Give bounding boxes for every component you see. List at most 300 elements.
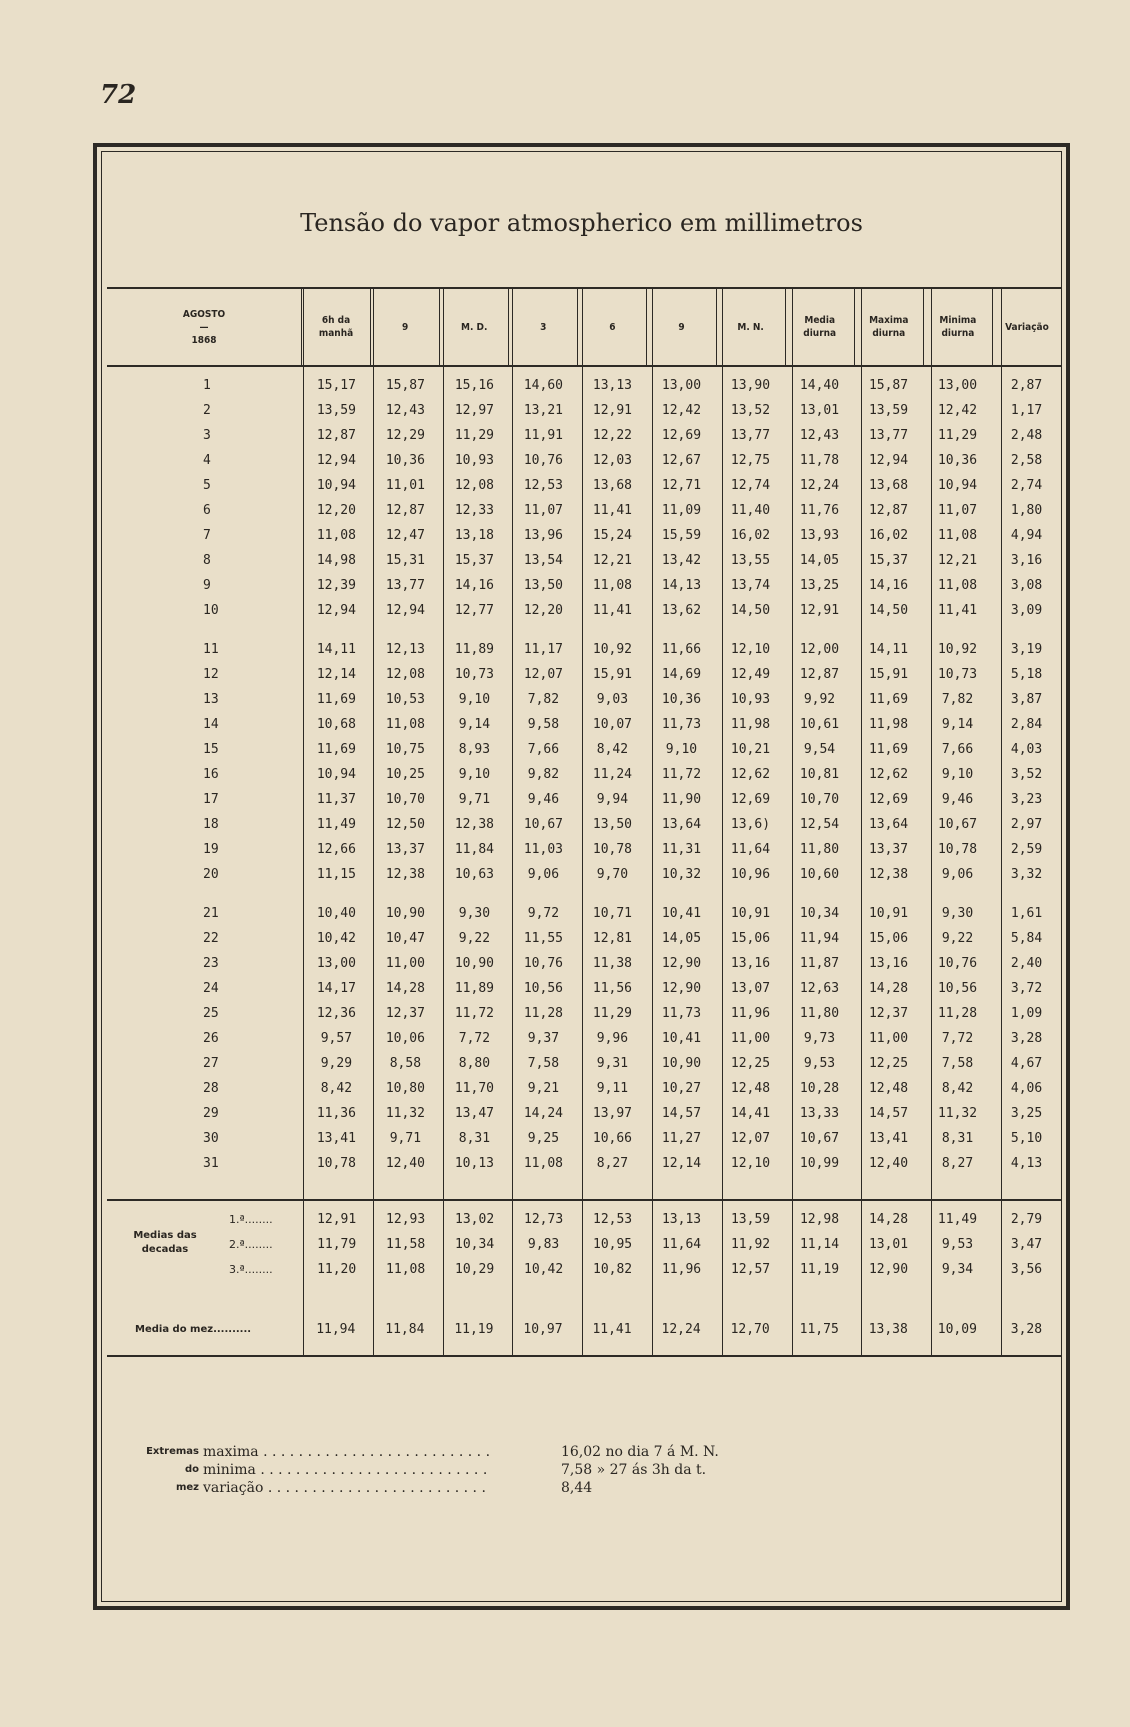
value-cell: 10,60 (799, 867, 840, 882)
value-cell: 11,29 (592, 1006, 633, 1021)
value-cell: 10,36 (385, 453, 425, 468)
day-cell: 28 (203, 1081, 219, 1096)
day-cell: 3 (203, 428, 211, 443)
value-cell: 13,68 (868, 478, 909, 493)
value-cell: 13,68 (592, 478, 633, 493)
value-cell: 12,62 (868, 767, 909, 782)
value-cell: 11,27 (661, 1131, 702, 1146)
value-cell: 10,92 (937, 642, 978, 657)
value-cell: 12,20 (523, 603, 563, 618)
value-cell: 10,56 (523, 981, 563, 996)
value-cell: 11,96 (730, 1006, 771, 1021)
value-cell: 11,03 (523, 842, 563, 857)
value-cell: 10,41 (661, 1031, 702, 1046)
value-cell: 2,79 (1010, 1212, 1043, 1227)
value-cell: 13,93 (799, 528, 840, 543)
value-cell: 13,00 (316, 956, 356, 971)
value-cell: 9,53 (941, 1237, 974, 1252)
value-cell: 2,87 (1010, 378, 1043, 393)
decada-row (107, 1232, 1061, 1257)
value-cell: 2,74 (1010, 478, 1043, 493)
value-cell: 11,75 (799, 1322, 839, 1337)
column-rule (792, 287, 793, 1355)
value-cell: 12,37 (868, 1006, 909, 1021)
value-cell: 10,13 (454, 1156, 494, 1171)
value-cell: 3,28 (1010, 1031, 1043, 1046)
day-cell: 16 (203, 767, 219, 782)
value-cell: 10,76 (523, 956, 563, 971)
header-col: Variação (992, 289, 1061, 365)
value-cell: 10,06 (385, 1031, 425, 1046)
value-cell: 9,21 (527, 1081, 560, 1096)
value-cell: 10,73 (454, 667, 494, 682)
value-cell: 13,25 (799, 578, 840, 593)
value-cell: 13,59 (730, 1212, 771, 1227)
value-cell: 12,94 (316, 603, 356, 618)
extremas-label: do (184, 1464, 199, 1475)
column-rule (443, 287, 444, 1355)
value-cell: 12,74 (730, 478, 771, 493)
value-cell: 11,80 (799, 1006, 840, 1021)
value-cell: 15,06 (730, 931, 771, 946)
value-cell: 11,29 (454, 428, 494, 443)
value-cell: 8,58 (389, 1056, 422, 1071)
extremas-row (125, 1479, 861, 1497)
column-rule (722, 287, 723, 1355)
value-cell: 12,42 (661, 403, 702, 418)
value-cell: 13,64 (868, 817, 909, 832)
day-cell: 19 (203, 842, 219, 857)
value-cell: 11,55 (523, 931, 563, 946)
value-cell: 10,91 (730, 906, 771, 921)
value-cell: 11,14 (799, 1237, 840, 1252)
value-cell: 11,89 (454, 642, 494, 657)
value-cell: 10,25 (385, 767, 425, 782)
value-cell: 15,91 (592, 667, 633, 682)
value-cell: 1,17 (1010, 403, 1043, 418)
value-cell: 1,80 (1010, 503, 1043, 518)
value-cell: 12,40 (868, 1156, 909, 1171)
value-cell: 12,40 (385, 1156, 425, 1171)
day-cell: 13 (203, 692, 219, 707)
value-cell: 10,91 (868, 906, 909, 921)
value-cell: 13,97 (592, 1106, 633, 1121)
table-row (107, 712, 1061, 737)
table-row (107, 787, 1061, 812)
value-cell: 12,03 (592, 453, 633, 468)
value-cell: 14,24 (523, 1106, 563, 1121)
value-cell: 13,33 (799, 1106, 840, 1121)
value-cell: 2,97 (1010, 817, 1043, 832)
value-cell: 15,87 (385, 378, 425, 393)
day-cell: 1 (203, 378, 211, 393)
value-cell: 8,42 (941, 1081, 974, 1096)
value-cell: 10,67 (799, 1131, 840, 1146)
value-cell: 11,49 (316, 817, 356, 832)
value-cell: 11,87 (799, 956, 840, 971)
value-cell: 12,21 (592, 553, 633, 568)
day-cell: 4 (203, 453, 211, 468)
value-cell: 15,37 (868, 553, 909, 568)
value-cell: 10,40 (316, 906, 356, 921)
value-cell: 10,66 (592, 1131, 633, 1146)
table-row (107, 926, 1061, 951)
media-mez (107, 1317, 1061, 1342)
value-cell: 9,54 (803, 742, 836, 757)
value-cell: 9,34 (941, 1262, 974, 1277)
header-month: AGOSTO — 1868 (182, 308, 226, 346)
value-cell: 12,66 (316, 842, 356, 857)
value-cell: 9,72 (527, 906, 560, 921)
media-mez-row (107, 1317, 1061, 1342)
page-title: Tensão do vapor atmospherico em millimetros (300, 209, 863, 237)
value-cell: 15,16 (454, 378, 494, 393)
value-cell: 12,14 (316, 667, 356, 682)
value-cell: 11,00 (385, 956, 425, 971)
value-cell: 9,82 (527, 767, 560, 782)
value-cell: 12,36 (316, 1006, 356, 1021)
summary-divider (107, 1199, 1061, 1201)
value-cell: 14,60 (523, 378, 563, 393)
value-cell: 12,43 (799, 428, 840, 443)
value-cell: 11,08 (386, 1262, 426, 1277)
value-cell: 4,03 (1010, 742, 1043, 757)
table-row (107, 737, 1061, 762)
value-cell: 12,77 (454, 603, 494, 618)
value-cell: 11,58 (386, 1237, 426, 1252)
value-cell: 11,08 (937, 578, 978, 593)
value-cell: 12,00 (799, 642, 840, 657)
value-cell: 13,42 (661, 553, 702, 568)
value-cell: 1,61 (1010, 906, 1043, 921)
header-col: 6 (577, 289, 646, 365)
value-cell: 12,14 (661, 1156, 702, 1171)
day-cell: 9 (203, 578, 211, 593)
value-cell: 11,84 (385, 1322, 425, 1337)
value-cell: 12,07 (523, 667, 563, 682)
extremas-value: 8,44 (561, 1480, 593, 1496)
value-cell: 11,73 (661, 1006, 702, 1021)
value-cell: 13,01 (868, 1237, 909, 1252)
value-cell: 2,84 (1010, 717, 1043, 732)
column-rule (931, 287, 932, 1355)
value-cell: 12,33 (454, 503, 494, 518)
value-cell: 11,69 (868, 692, 909, 707)
table-row (107, 373, 1061, 398)
value-cell: 13,00 (937, 378, 978, 393)
value-cell: 10,21 (730, 742, 771, 757)
value-cell: 11,41 (592, 1322, 632, 1337)
value-cell: 11,69 (316, 742, 356, 757)
value-cell: 10,93 (730, 692, 771, 707)
day-cell: 7 (203, 528, 211, 543)
header-col: 6h da manhã (301, 289, 370, 365)
value-cell: 14,98 (316, 553, 356, 568)
value-cell: 2,48 (1010, 428, 1043, 443)
table-row (107, 398, 1061, 423)
value-cell: 15,17 (316, 378, 356, 393)
value-cell: 10,34 (455, 1237, 495, 1252)
day-cell: 17 (203, 792, 219, 807)
value-cell: 14,40 (799, 378, 840, 393)
value-cell: 11,40 (730, 503, 771, 518)
value-cell: 9,14 (458, 717, 491, 732)
value-cell: 11,84 (454, 842, 494, 857)
value-cell: 11,31 (661, 842, 702, 857)
value-cell: 13,16 (730, 956, 771, 971)
table-row (107, 573, 1061, 598)
value-cell: 9,57 (320, 1031, 353, 1046)
value-cell: 11,17 (523, 642, 563, 657)
table-frame (93, 143, 1070, 1610)
value-cell: 15,24 (592, 528, 633, 543)
value-cell: 8,42 (320, 1081, 353, 1096)
value-cell: 12,38 (868, 867, 909, 882)
table-row (107, 1126, 1061, 1151)
column-rule (861, 287, 862, 1355)
value-cell: 13,01 (799, 403, 840, 418)
value-cell: 13,13 (661, 1212, 702, 1227)
value-cell: 5,10 (1010, 1131, 1043, 1146)
table-row (107, 837, 1061, 862)
day-cell: 26 (203, 1031, 219, 1046)
decada-row (107, 1257, 1061, 1282)
value-cell: 13,77 (385, 578, 425, 593)
value-cell: 10,96 (730, 867, 771, 882)
table-row (107, 1026, 1061, 1051)
value-cell: 13,62 (661, 603, 702, 618)
value-cell: 9,53 (803, 1056, 836, 1071)
value-cell: 12,67 (661, 453, 702, 468)
value-cell: 16,02 (730, 528, 771, 543)
table-row (107, 951, 1061, 976)
value-cell: 11,24 (592, 767, 633, 782)
value-cell: 3,08 (1010, 578, 1043, 593)
header-col: Maxima diurna (854, 289, 923, 365)
value-cell: 9,22 (941, 931, 974, 946)
value-cell: 13,41 (868, 1131, 909, 1146)
decada-label: 2.ª........ (229, 1238, 273, 1251)
value-cell: 13,90 (730, 378, 771, 393)
value-cell: 10,29 (455, 1262, 495, 1277)
value-cell: 10,32 (661, 867, 702, 882)
value-cell: 12,54 (799, 817, 840, 832)
value-cell: 7,66 (941, 742, 974, 757)
value-cell: 10,78 (937, 842, 978, 857)
value-cell: 9,22 (458, 931, 491, 946)
value-cell: 2,59 (1010, 842, 1043, 857)
value-cell: 10,53 (385, 692, 425, 707)
table-row (107, 1051, 1061, 1076)
media-mez-label: Media do mez.......... (135, 1324, 252, 1335)
value-cell: 12,39 (316, 578, 356, 593)
value-cell: 12,87 (868, 503, 909, 518)
value-cell: 10,97 (523, 1322, 563, 1337)
value-cell: 13,13 (592, 378, 633, 393)
value-cell: 2,40 (1010, 956, 1043, 971)
value-cell: 11,08 (592, 578, 633, 593)
value-cell: 13,74 (730, 578, 771, 593)
value-cell: 12,98 (799, 1212, 840, 1227)
column-rule (1001, 287, 1002, 1355)
extremas-value: 7,58 » 27 ás 3h da t. (561, 1462, 707, 1478)
day-cell: 10 (203, 603, 219, 618)
value-cell: 13,64 (661, 817, 702, 832)
value-cell: 15,37 (454, 553, 494, 568)
value-cell: 3,87 (1010, 692, 1043, 707)
value-cell: 12,38 (454, 817, 494, 832)
value-cell: 11,69 (316, 692, 356, 707)
value-cell: 13,38 (868, 1322, 908, 1337)
value-cell: 12,81 (592, 931, 633, 946)
value-cell: 11,08 (937, 528, 978, 543)
value-cell: 10,78 (316, 1156, 356, 1171)
value-cell: 12,70 (730, 1322, 770, 1337)
value-cell: 12,91 (317, 1212, 357, 1227)
value-cell: 9,30 (458, 906, 491, 921)
value-cell: 16,02 (868, 528, 909, 543)
value-cell: 14,16 (868, 578, 909, 593)
value-cell: 13,00 (661, 378, 702, 393)
value-cell: 13,96 (523, 528, 563, 543)
value-cell: 13,07 (730, 981, 771, 996)
value-cell: 10,67 (937, 817, 978, 832)
value-cell: 11,96 (661, 1262, 702, 1277)
value-cell: 10,34 (799, 906, 840, 921)
value-cell: 11,91 (523, 428, 563, 443)
day-cell: 2 (203, 403, 211, 418)
table-row (107, 598, 1061, 623)
decada-label: 3.ª........ (229, 1263, 273, 1276)
value-cell: 12,87 (385, 503, 425, 518)
value-cell: 11,08 (316, 528, 356, 543)
value-cell: 12,90 (661, 981, 702, 996)
value-cell: 7,58 (527, 1056, 560, 1071)
value-cell: 13,47 (454, 1106, 494, 1121)
value-cell: 9,06 (941, 867, 974, 882)
value-cell: 9,10 (458, 692, 491, 707)
value-cell: 12,87 (799, 667, 840, 682)
value-cell: 12,69 (868, 792, 909, 807)
value-cell: 7,72 (458, 1031, 491, 1046)
value-cell: 12,53 (523, 478, 563, 493)
value-cell: 9,11 (596, 1081, 629, 1096)
value-cell: 11,66 (661, 642, 702, 657)
value-cell: 14,28 (868, 981, 909, 996)
value-cell: 12,94 (868, 453, 909, 468)
value-cell: 5,84 (1010, 931, 1043, 946)
value-cell: 9,30 (941, 906, 974, 921)
day-cell: 23 (203, 956, 219, 971)
day-cell: 30 (203, 1131, 219, 1146)
value-cell: 3,47 (1010, 1237, 1043, 1252)
value-cell: 10,28 (799, 1081, 840, 1096)
value-cell: 8,31 (458, 1131, 491, 1146)
value-cell: 5,18 (1010, 667, 1043, 682)
value-cell: 10,94 (937, 478, 978, 493)
value-cell: 9,10 (665, 742, 698, 757)
value-cell: 11,78 (799, 453, 840, 468)
day-cell: 21 (203, 906, 219, 921)
value-cell: 12,63 (799, 981, 840, 996)
value-cell: 10,78 (592, 842, 633, 857)
value-cell: 11,32 (937, 1106, 978, 1121)
value-cell: 11,07 (937, 503, 978, 518)
value-cell: 11,70 (454, 1081, 494, 1096)
value-cell: 10,81 (799, 767, 840, 782)
extremas-value: 16,02 no dia 7 á M. N. (561, 1444, 719, 1460)
extremas-row (125, 1461, 861, 1479)
value-cell: 11,80 (799, 842, 840, 857)
day-cell: 18 (203, 817, 219, 832)
value-cell: 14,05 (661, 931, 702, 946)
value-cell: 4,06 (1010, 1081, 1043, 1096)
table-row (107, 548, 1061, 573)
value-cell: 7,82 (941, 692, 974, 707)
table-row (107, 662, 1061, 687)
extremas-name: variação . . . . . . . . . . . . . . . . . . . . . . . . . (203, 1480, 486, 1496)
value-cell: 13,77 (868, 428, 909, 443)
value-cell: 12,91 (592, 403, 633, 418)
value-cell: 12,90 (661, 956, 702, 971)
value-cell: 3,56 (1010, 1262, 1043, 1277)
value-cell: 11,09 (661, 503, 702, 518)
value-cell: 12,20 (316, 503, 356, 518)
day-cell: 20 (203, 867, 219, 882)
value-cell: 15,59 (661, 528, 702, 543)
day-cell: 22 (203, 931, 219, 946)
value-cell: 10,93 (454, 453, 494, 468)
value-cell: 10,70 (385, 792, 425, 807)
value-cell: 11,00 (868, 1031, 909, 1046)
value-cell: 3,19 (1010, 642, 1043, 657)
value-cell: 12,75 (730, 453, 771, 468)
value-cell: 2,58 (1010, 453, 1043, 468)
day-cell: 24 (203, 981, 219, 996)
value-cell: 10,90 (454, 956, 494, 971)
value-cell: 11,28 (937, 1006, 978, 1021)
day-cell: 25 (203, 1006, 219, 1021)
value-cell: 12,37 (385, 1006, 425, 1021)
value-cell: 7,72 (941, 1031, 974, 1046)
table-row (107, 1151, 1061, 1176)
value-cell: 11,98 (730, 717, 771, 732)
value-cell: 9,71 (389, 1131, 422, 1146)
value-cell: 11,79 (317, 1237, 357, 1252)
value-cell: 11,37 (316, 792, 356, 807)
header-col: 9 (646, 289, 715, 365)
header-col: 9 (370, 289, 439, 365)
value-cell: 10,94 (316, 478, 356, 493)
value-cell: 15,31 (385, 553, 425, 568)
value-cell: 10,61 (799, 717, 840, 732)
value-cell: 12,25 (868, 1056, 909, 1071)
value-cell: 12,71 (661, 478, 702, 493)
extremas-name: maxima . . . . . . . . . . . . . . . . . . . . . . . . . . (203, 1444, 491, 1460)
page-number: 72 (100, 80, 137, 110)
value-cell: 9,25 (527, 1131, 560, 1146)
value-cell: 12,43 (385, 403, 425, 418)
value-cell: 15,91 (868, 667, 909, 682)
table-row (107, 1001, 1061, 1026)
value-cell: 11,38 (592, 956, 633, 971)
value-cell: 11,29 (937, 428, 978, 443)
table-row (107, 687, 1061, 712)
value-cell: 10,73 (937, 667, 978, 682)
value-cell: 12,08 (454, 478, 494, 493)
value-cell: 13,6) (730, 817, 771, 832)
value-cell: 12,13 (385, 642, 425, 657)
